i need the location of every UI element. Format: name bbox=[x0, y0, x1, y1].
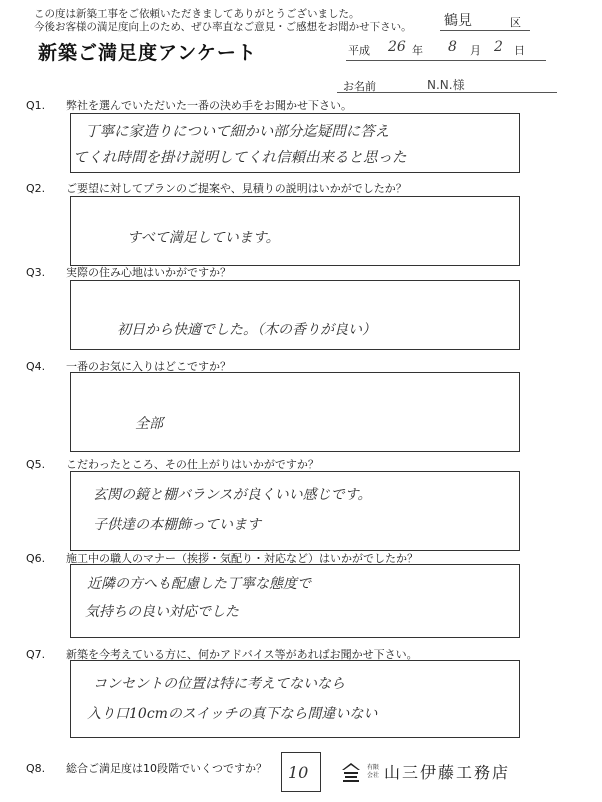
intro-text bbox=[34, 8, 412, 34]
question-1 bbox=[26, 97, 352, 113]
answer-box-4 bbox=[70, 372, 520, 452]
question-text: 総合ご満足度は10段階でいくつですか？ bbox=[66, 762, 267, 775]
date-year: 26 bbox=[388, 39, 406, 55]
score-value: 10 bbox=[288, 763, 309, 782]
answer-line: 初日から快適でした。（木の香りが良い） bbox=[117, 322, 376, 338]
name-label: お名前 bbox=[343, 80, 376, 93]
question-text: 施工中の職人のマナー（挨拶・気配り・対応など）はいかがでしたか？ bbox=[66, 552, 418, 565]
question-text: 新築を今考えている方に、何かアドバイス等があればお聞かせ下さい。 bbox=[66, 648, 418, 661]
company-logo bbox=[340, 760, 510, 783]
answer-line: 入り口10cmのスイッチの真下なら間違いない bbox=[87, 706, 378, 722]
date-month: 8 bbox=[448, 39, 457, 55]
question-text: 弊社を選んでいただいた一番の決め手をお聞かせ下さい。 bbox=[66, 99, 352, 112]
question-text: ご要望に対してプランのご提案や、見積りの説明はいかがでしたか？ bbox=[66, 182, 407, 195]
date-month-unit: 月 bbox=[470, 44, 481, 57]
question-5 bbox=[26, 456, 319, 472]
question-3 bbox=[26, 264, 231, 280]
question-number: Q7. bbox=[26, 648, 46, 661]
answer-line: てくれ時間を掛け説明してくれ信頼出来ると思った bbox=[73, 150, 407, 166]
answer-line: 丁寧に家造りについて細かい部分迄疑問に答え bbox=[85, 124, 390, 140]
question-number: Q5. bbox=[26, 458, 46, 471]
company-name: 山三伊藤工務店 bbox=[384, 763, 511, 782]
ward-label: 区 bbox=[510, 16, 521, 29]
answer-line: 玄関の鏡と棚バランスが良くいい感じです。 bbox=[93, 487, 372, 503]
answer-line: 気持ちの良い対応でした bbox=[85, 604, 239, 620]
question-number: Q1. bbox=[26, 99, 46, 112]
date-day-unit: 日 bbox=[514, 44, 525, 57]
company-mark-icon bbox=[340, 761, 362, 783]
answer-box-1 bbox=[70, 113, 520, 173]
answer-line: 近隣の方へも配慮した丁寧な態度で bbox=[87, 576, 311, 592]
answer-box-5 bbox=[70, 471, 520, 551]
date-field bbox=[346, 39, 546, 61]
answer-line: すべて満足しています。 bbox=[127, 230, 280, 246]
question-number: Q4. bbox=[26, 360, 46, 373]
question-number: Q2. bbox=[26, 182, 46, 195]
score-box bbox=[281, 752, 321, 792]
intro-line-1: この度は新築工事をご依頼いただきましてありがとうございました。 bbox=[34, 8, 360, 20]
intro-line-2: 今後お客様の満足度向上のため、ぜひ率直なご意見・ご感想をお聞かせ下さい。 bbox=[34, 21, 412, 33]
answer-line: コンセントの位置は特に考えてないなら bbox=[93, 676, 345, 692]
date-day: 2 bbox=[494, 39, 503, 55]
question-number: Q3. bbox=[26, 266, 46, 279]
answer-line: 子供達の本棚飾っています bbox=[93, 517, 261, 533]
answer-box-2 bbox=[70, 196, 520, 266]
question-number: Q8. bbox=[26, 762, 46, 775]
question-text: こだわったところ、その仕上がりはいかがですか？ bbox=[66, 458, 319, 471]
name-field bbox=[337, 76, 557, 93]
date-era: 平成 bbox=[348, 44, 370, 57]
company-type: 有限会社 bbox=[366, 763, 379, 779]
answer-box-3 bbox=[70, 280, 520, 350]
answer-line: 全部 bbox=[135, 416, 163, 432]
name-value: N.N.様 bbox=[427, 78, 465, 92]
question-2 bbox=[26, 180, 407, 196]
survey-title: 新築ご満足度アンケート bbox=[38, 42, 257, 64]
question-text: 一番のお気に入りはどこですか？ bbox=[66, 360, 231, 373]
ward-value: 鶴見 bbox=[444, 13, 472, 29]
question-8 bbox=[26, 760, 267, 776]
answer-box-7 bbox=[70, 660, 520, 738]
question-number: Q6. bbox=[26, 552, 46, 565]
question-text: 実際の住み心地はいかがですか？ bbox=[66, 266, 231, 279]
date-year-unit: 年 bbox=[412, 44, 423, 57]
answer-box-6 bbox=[70, 564, 520, 638]
